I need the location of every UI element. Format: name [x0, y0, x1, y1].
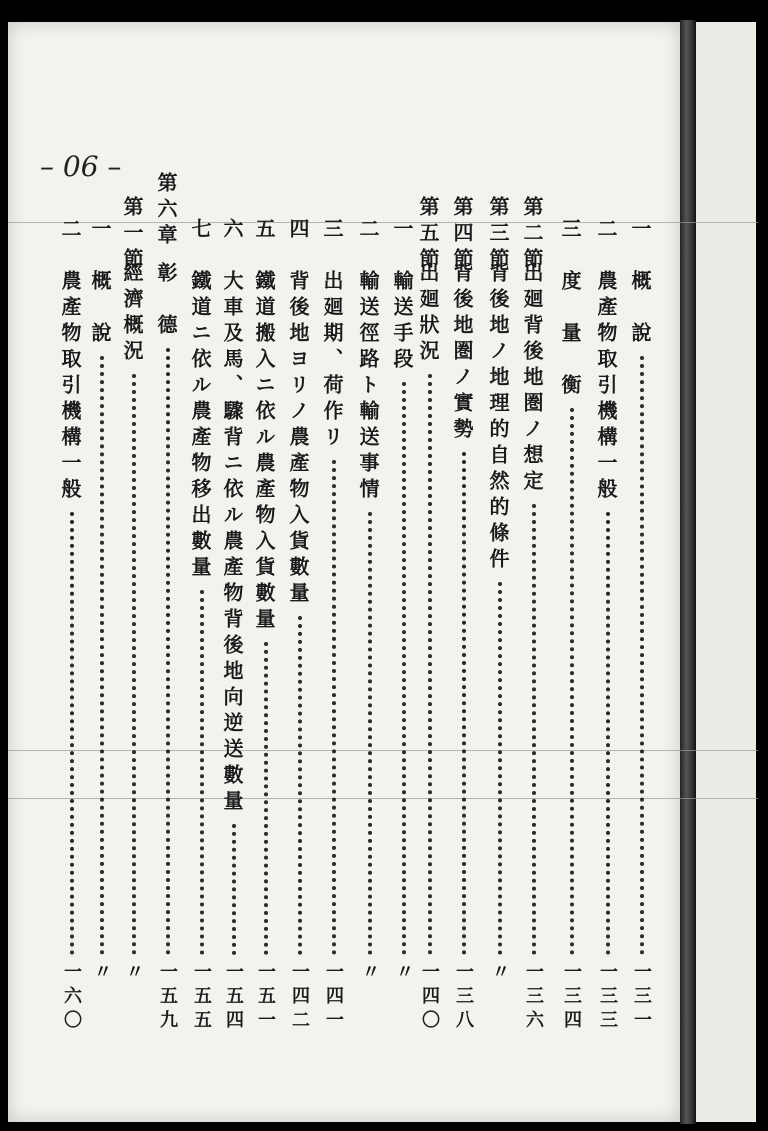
- toc-entry-text: 六 大車及馬、驟背ニ依ル農產物背後地向逆送數量: [220, 218, 244, 816]
- toc-page-number: 〃: [489, 962, 510, 986]
- dot-leader: [232, 824, 240, 955]
- toc-entry-text: 五 鐵道搬入ニ依ル農產物入貨數量: [252, 218, 276, 634]
- dot-leader: [166, 348, 174, 955]
- dot-leader: [298, 616, 306, 955]
- dot-leader: [100, 356, 108, 955]
- dot-leader: [428, 374, 436, 955]
- toc-entry-text: 二 農產物取引機構一般: [594, 218, 618, 504]
- toc-entry-text: 彰 德: [154, 262, 178, 340]
- toc-entry-text: 背後地圏ノ實勢: [450, 262, 474, 444]
- dot-leader: [532, 504, 540, 955]
- toc-entry-text: 三 出廻期、荷作リ: [320, 218, 344, 452]
- toc-entry-text: 二 輸送徑路ト輸送事情: [356, 218, 380, 504]
- dot-leader: [498, 582, 506, 955]
- toc-entry-text: 一 輸送手段: [390, 218, 414, 374]
- toc-entry-text: 背後地ノ地理的自然的條件: [486, 262, 510, 574]
- dot-leader: [332, 460, 340, 955]
- dot-leader: [640, 356, 648, 955]
- toc-entry-text: 二 農產物取引機構一般: [58, 218, 82, 504]
- toc-page-number: 一五九: [157, 962, 178, 1034]
- toc-page-number: 〃: [359, 962, 380, 986]
- toc-entry-text: 出廻背後地圏ノ想定: [520, 262, 544, 496]
- toc-entry-text: 一 概 說: [628, 218, 652, 348]
- toc-section-heading: 第六章: [154, 172, 178, 250]
- toc-section-heading: 第一節: [120, 196, 144, 274]
- toc-page-number: 〃: [91, 962, 112, 986]
- dot-leader: [200, 590, 208, 955]
- dot-leader: [368, 512, 376, 955]
- dot-leader: [570, 408, 578, 955]
- dot-leader: [462, 452, 470, 955]
- document-page: [8, 22, 680, 1122]
- toc-page-number: 〃: [393, 962, 414, 986]
- dot-leader: [70, 512, 78, 955]
- toc-section-heading: 第二節: [520, 196, 544, 274]
- dot-leader: [606, 512, 614, 955]
- toc-page-number: 一六〇: [61, 962, 82, 1034]
- toc-entry-text: 四 背後地ヨリノ農產物入貨數量: [286, 218, 310, 608]
- dot-leader: [402, 382, 410, 955]
- toc-page-number: 一五四: [223, 962, 244, 1034]
- handwritten-page-note: – 06 –: [40, 150, 122, 183]
- toc-section-heading: 第五節: [416, 196, 440, 274]
- toc-entry-text: 經濟概況: [120, 262, 144, 366]
- toc-page-number: 一三四: [561, 962, 582, 1034]
- dot-leader: [264, 642, 272, 955]
- toc-page-number: 一三六: [523, 962, 544, 1034]
- toc-page-number: 一三八: [453, 962, 474, 1034]
- toc-entry-text: 七 鐵道ニ依ル農產物移出數量: [188, 218, 212, 582]
- toc-page-number: 一三一: [631, 962, 652, 1034]
- toc-section-heading: 第三節: [486, 196, 510, 274]
- toc-page-number: 一三三: [597, 962, 618, 1034]
- toc-page-number: 一四二: [289, 962, 310, 1034]
- toc-page-number: 一五五: [191, 962, 212, 1034]
- toc-page-number: 一四〇: [419, 962, 440, 1034]
- toc-entry-text: 三 度 量 衡: [558, 218, 582, 400]
- dot-leader: [132, 374, 140, 955]
- toc-page-number: 一四一: [323, 962, 344, 1034]
- toc-section-heading: 第四節: [450, 196, 474, 274]
- toc-entry-text: 出廻狀況: [416, 262, 440, 366]
- adjacent-page-edge: [696, 22, 756, 1122]
- book-spine: [680, 20, 696, 1124]
- toc-entry-text: 一 概 說: [88, 218, 112, 348]
- toc-page-number: 一五一: [255, 962, 276, 1034]
- toc-page-number: 〃: [123, 962, 144, 986]
